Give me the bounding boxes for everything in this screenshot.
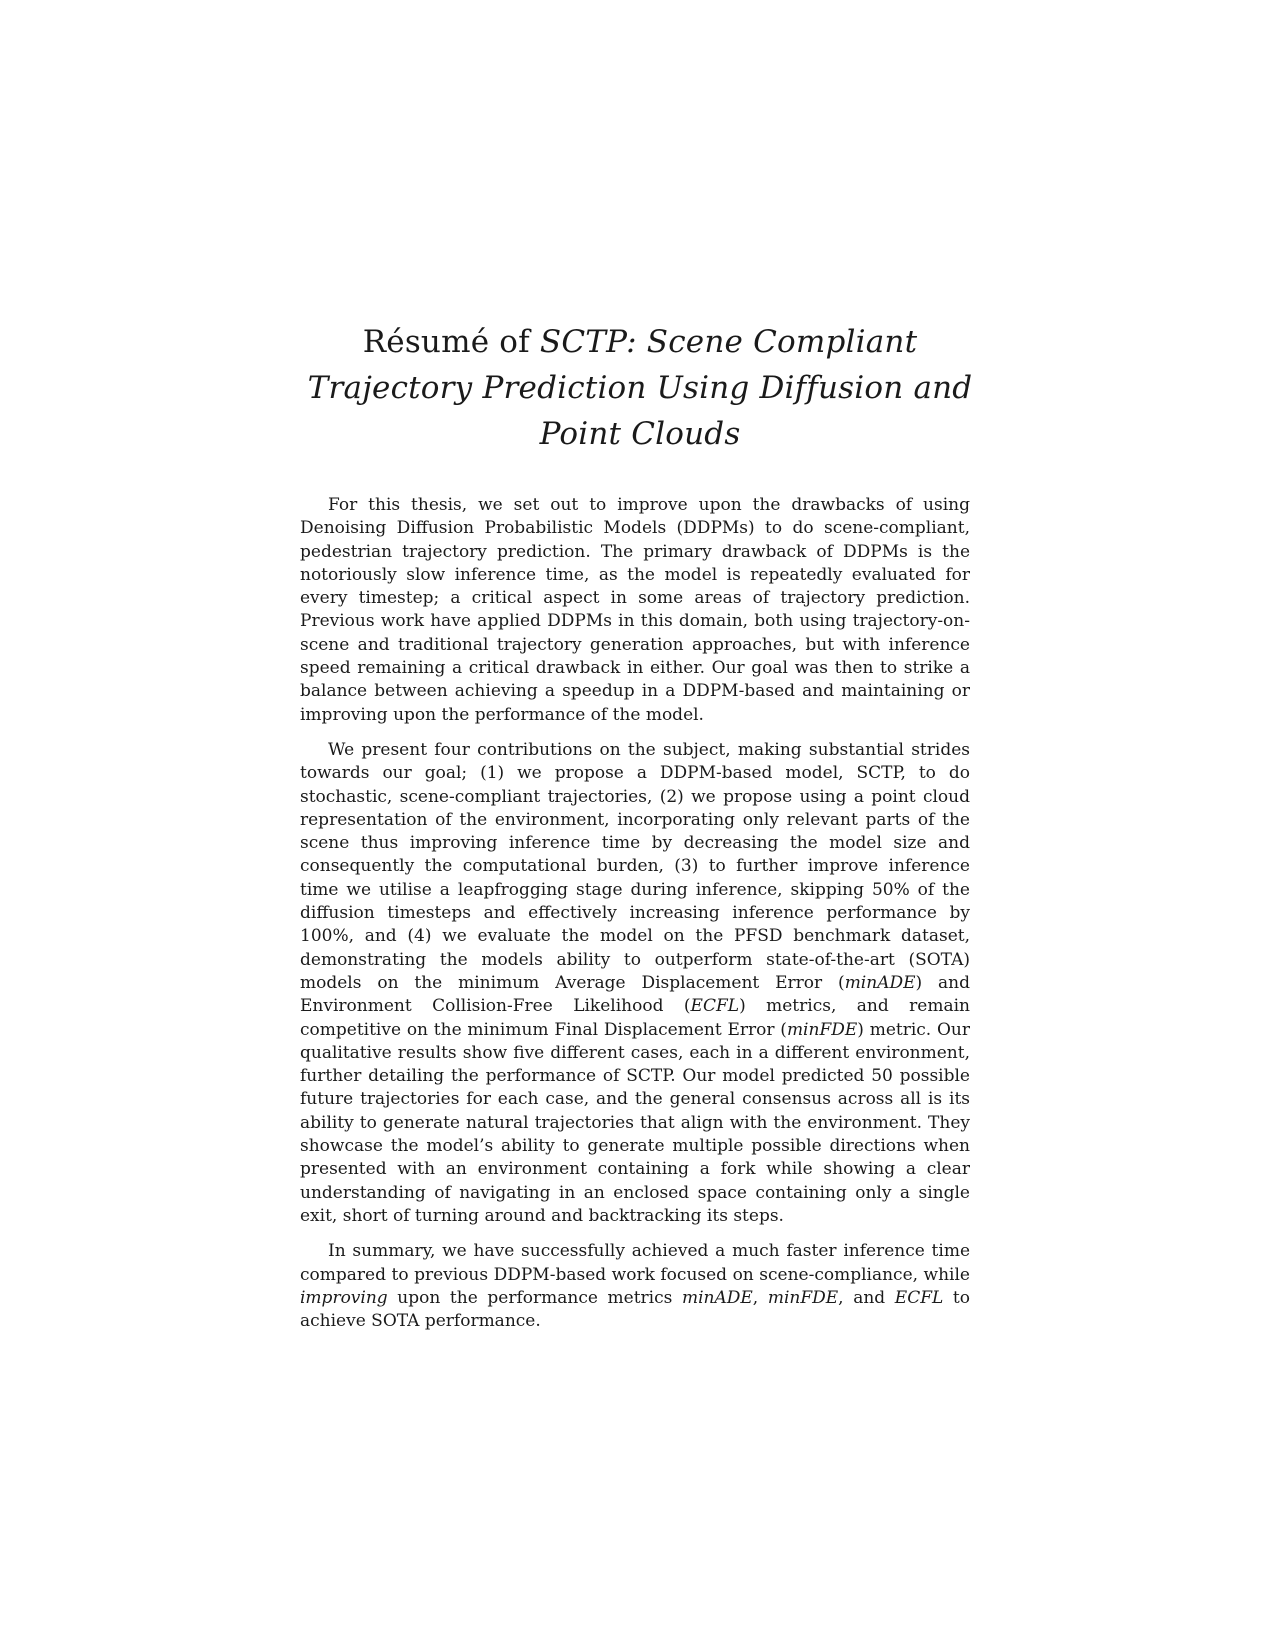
summary-text-2: upon the performance metrics: [387, 1287, 682, 1308]
summary-text-1: In summary, we have successfully achieved a much faster inference time compared to previous DDPM-based work focused on scene-compliance, while: [300, 1241, 970, 1285]
contributions-text-2: ) and Environment Collision-Free Likelihood (: [300, 972, 970, 1017]
contributions-text-4: ) metric. Our qualitative results show five different cases, each in a different environment, further detailing the performance of SCTP. Our model predicted 50 possible future trajectories for each case, and the general consensus across all is its ability to generate natural trajectories that align with the environment. They showcase the model’s ability to generate multiple possible directions when presented with an environment containing a fork while showing a clear understanding of navigating in an enclosed space containing only a single exit, short of turning around and backtracking its steps.: [300, 1019, 971, 1226]
summary-metric-minade: minADE: [681, 1287, 753, 1308]
thesis-title: SCTP: Scene Compliant Trajectory Prediction Using Diffusion and Point Clouds: [307, 323, 973, 452]
paragraph-intro: [300, 494, 970, 727]
metric-minade: minADE: [844, 972, 916, 993]
paragraph-contributions: [300, 739, 970, 1228]
contributions-text-1: We present four contributions on the subject, making substantial strides towards our goal; (1) we propose a DDPM-based model, SCTP, to do stochastic, scene-compliant trajectories, (2) we propose using a point cloud representation of the environment, incorporating only relevant parts of the scene thus improving inference time by decreasing the model size and consequently the computational burden, (3) to further improve inference time we utilise a leapfrogging stage during inference, skipping 50% of the diffusion timesteps and effectively increasing inference performance by 100%, and (4) we evaluate the model on the PFSD benchmark dataset, demonstrating the models ability to outperform state-of-the-art (SOTA) models on the minimum Average Displacement Error (: [300, 739, 970, 993]
resume-body: [300, 494, 970, 1345]
document-title: [300, 319, 980, 457]
summary-sep-1: ,: [752, 1287, 768, 1308]
summary-sep-2: , and: [838, 1287, 895, 1308]
summary-metric-minfde: minFDE: [767, 1287, 839, 1308]
metric-minfde: minFDE: [786, 1019, 858, 1040]
metric-ecfl: ECFL: [690, 996, 740, 1017]
title-prefix: Résumé of: [362, 323, 540, 360]
summary-text-3: to achieve SOTA performance.: [300, 1287, 970, 1332]
contributions-text-3: ) metrics, and remain competitive on the minimum Final Displacement Error (: [300, 996, 970, 1040]
summary-emphasis: improving: [300, 1287, 388, 1308]
paragraph-summary: [300, 1240, 970, 1333]
paragraph-intro-text: For this thesis, we set out to improve upon the drawbacks of using Denoising Diffusion Probabilistic Models (DDPMs) to do scene-compliant, pedestrian trajectory prediction. The primary drawback of DDPMs is the notoriously slow inference time, as the model is repeatedly evaluated for every timestep; a critical aspect in some areas of trajectory prediction. Previous work have applied DDPMs in this domain, both using trajectory-on-scene and traditional trajectory generation approaches, but with inference speed remaining a critical drawback in either. Our goal was then to strike a balance between achieving a speedup in a DDPM-based and maintaining or improving upon the performance of the model.: [300, 495, 970, 725]
summary-metric-ecfl: ECFL: [894, 1287, 944, 1308]
